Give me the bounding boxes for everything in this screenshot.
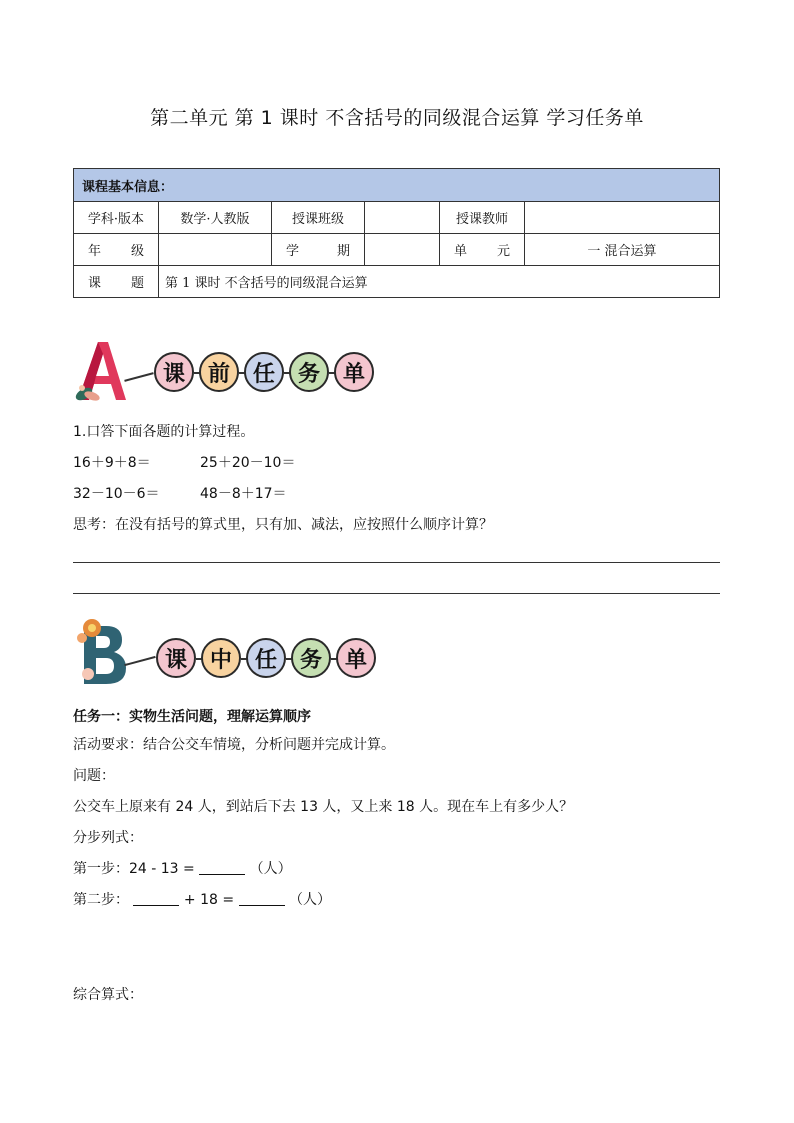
unit-value: 一 混合运算: [525, 234, 720, 266]
class-label: 授课班级: [272, 202, 365, 234]
subject-value: 数学·人教版: [159, 202, 272, 234]
course-info-header: 课程基本信息：: [74, 169, 720, 202]
bus-question: 公交车上原来有 24 人，到站后下去 13 人，又上来 18 人。现在车上有多少人？: [73, 799, 574, 815]
step-one-expression: 第一步：24 - 13 =: [73, 861, 195, 877]
expression-1: 16＋9＋8＝: [73, 455, 151, 471]
grade-label: 年级: [74, 234, 159, 266]
steps-label: 分步列式：: [73, 830, 143, 846]
banner-b-char-2: 中: [201, 638, 241, 678]
term-value: [365, 234, 440, 266]
in-class-task-banner: [72, 616, 392, 688]
think-question: 思考：在没有括号的算式里，只有加、减法，应按照什么顺序计算？: [73, 517, 493, 533]
banner-a-char-2: 前: [199, 352, 239, 392]
banner-b-char-1: 课: [156, 638, 196, 678]
expression-3: 32－10－6＝: [73, 486, 160, 502]
banner-a-char-4: 务: [289, 352, 329, 392]
pre-class-task-banner: [72, 338, 392, 404]
banner-a-char-1: 课: [154, 352, 194, 392]
letter-b-icon: [72, 616, 132, 688]
answer-line-1: [73, 562, 720, 563]
topic-value: 第 1 课时 不含括号的同级混合运算: [159, 266, 720, 298]
banner-b-char-4: 务: [291, 638, 331, 678]
course-info-table: [73, 168, 720, 298]
teacher-label: 授课教师: [440, 202, 525, 234]
class-value: [365, 202, 440, 234]
unit-label: 单元: [440, 234, 525, 266]
step-two-expression: + 18 =: [183, 892, 235, 908]
step-two-blank-1[interactable]: [133, 891, 179, 906]
banner-a-char-3: 任: [244, 352, 284, 392]
step-one-blank[interactable]: [199, 860, 245, 875]
pre-task-question-1: 1.口答下面各题的计算过程。: [73, 424, 255, 440]
grade-value: [159, 234, 272, 266]
banner-b-char-3: 任: [246, 638, 286, 678]
activity-requirement: 活动要求：结合公交车情境，分析问题并完成计算。: [73, 737, 395, 753]
step-one-unit: （人）: [249, 861, 292, 877]
subject-label: 学科·版本: [74, 202, 159, 234]
step-two-prefix: 第二步：: [73, 892, 129, 908]
step-two: [73, 889, 331, 909]
answer-line-2: [73, 593, 720, 594]
step-two-unit: （人）: [289, 892, 331, 908]
page-title: 第二单元 第 1 课时 不含括号的同级混合运算 学习任务单: [150, 107, 644, 129]
expression-2: 25＋20－10＝: [200, 455, 296, 471]
task-one-title: 任务一：实物生活问题，理解运算顺序: [73, 709, 311, 725]
topic-label: 课题: [74, 266, 159, 298]
letter-a-icon: [72, 338, 132, 404]
step-one: [73, 858, 292, 878]
step-two-blank-2[interactable]: [239, 891, 285, 906]
term-label: 学期: [272, 234, 365, 266]
expression-4: 48－8＋17＝: [200, 486, 287, 502]
banner-b-char-5: 单: [336, 638, 376, 678]
banner-a-char-5: 单: [334, 352, 374, 392]
combined-expression-label: 综合算式：: [73, 987, 143, 1003]
question-label: 问题：: [73, 768, 115, 784]
teacher-value: [525, 202, 720, 234]
